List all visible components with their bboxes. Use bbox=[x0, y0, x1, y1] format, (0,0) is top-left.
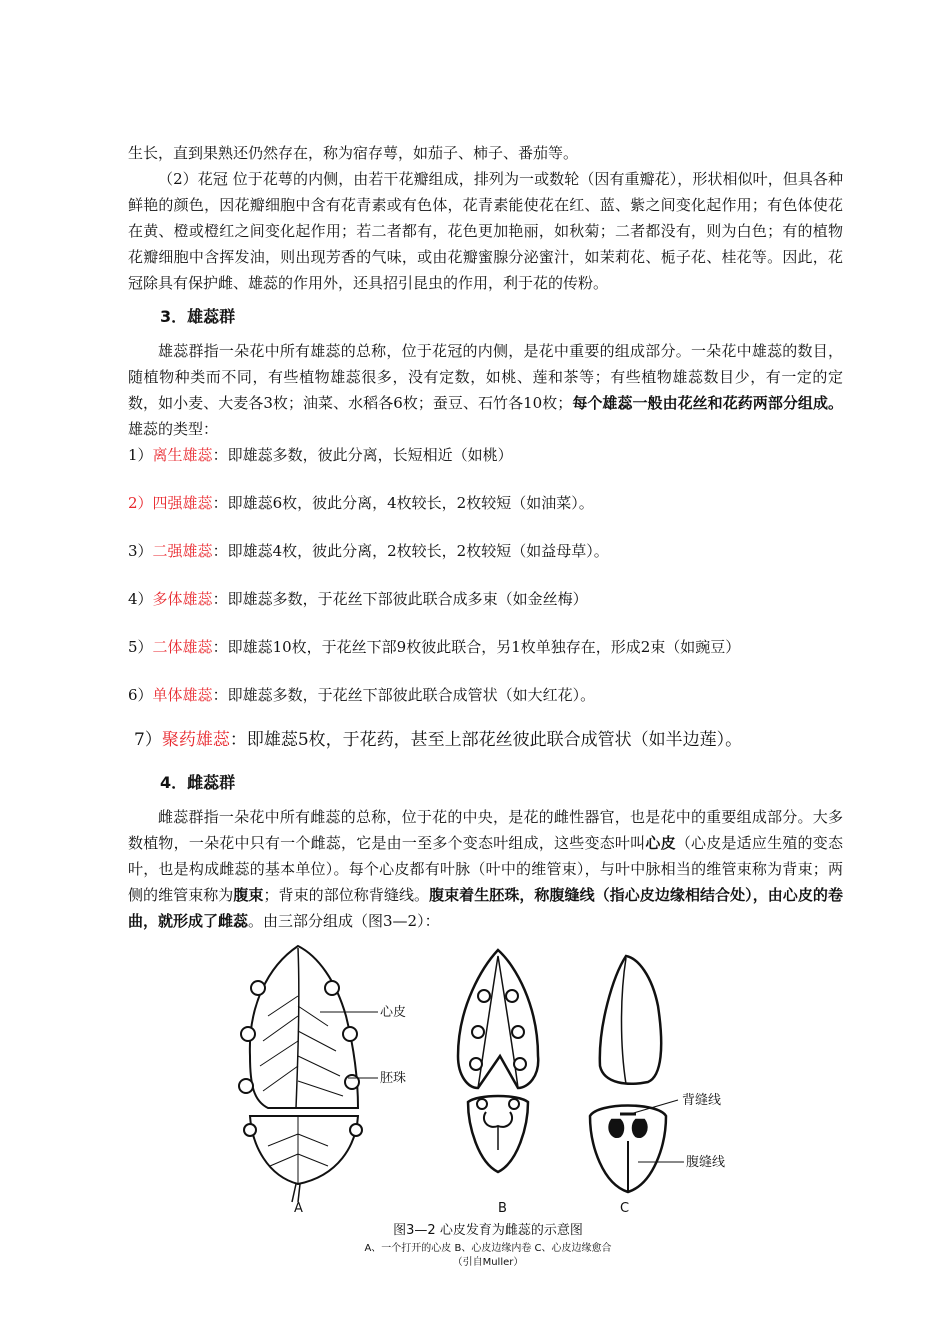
figure-subcaption: A、一个打开的心皮 B、心皮边缘内卷 C、心皮边缘愈合 bbox=[364, 1243, 612, 1254]
label-ovule: 胚珠 bbox=[380, 1071, 407, 1086]
androecium-bold: 每个雄蕊一般由花丝和花药两部分组成。 bbox=[572, 394, 843, 412]
list-item: 1）离生雄蕊：即雄蕊多数，彼此分离，长短相近（如桃） bbox=[128, 446, 513, 464]
list-item: 4）多体雄蕊：即雄蕊多数，于花丝下部彼此联合成多束（如金丝梅） bbox=[128, 590, 588, 608]
list-item: 5）二体雄蕊：即雄蕊10枚，于花丝下部9枚彼此联合，另1枚单独存在，形成2束（如豌豆） bbox=[128, 638, 741, 656]
heading-androecium: 3．雄蕊群 bbox=[160, 307, 236, 326]
androecium-text-c: 雄蕊的类型： bbox=[128, 420, 219, 438]
list-item: 3）二强雄蕊：即雄蕊4枚，彼此分离，2枚较长，2枚较短（如益母草）。 bbox=[128, 542, 609, 560]
label-carpel: 心皮 bbox=[380, 1005, 407, 1020]
stamen-type-list bbox=[128, 444, 843, 752]
term-red: 聚药雄蕊 bbox=[161, 730, 230, 750]
paragraph-androecium bbox=[128, 338, 843, 442]
term-red: 四强雄蕊 bbox=[152, 494, 213, 512]
list-item: 2）四强雄蕊：即雄蕊6枚，彼此分离，4枚较长，2枚较短（如油菜）。 bbox=[128, 494, 594, 512]
label-b: B bbox=[498, 1201, 507, 1216]
label-dorsal-suture: 背缝线 bbox=[682, 1093, 722, 1108]
carpel-figure bbox=[228, 936, 748, 1218]
list-item: 7）聚药雄蕊：即雄蕊5枚，于花药，甚至上部花丝彼此联合成管状（如半边莲）。 bbox=[134, 730, 743, 750]
paragraph-calyx-end: 生长，直到果熟还仍然存在，称为宿存萼，如茄子、柿子、番茄等。 bbox=[128, 144, 579, 162]
document-page bbox=[128, 140, 843, 934]
figure-source: （引自Muller） bbox=[452, 1257, 524, 1268]
paragraph-gynoecium: 雌蕊群指一朵花中所有雌蕊的总称，位于花的中央，是花的雌性器官，也是花中的重要组成部分。大多数植物，一朵花中只有一个雌蕊，它是由一至多个变态叶组成，这些变态叶叫心皮（心皮是适应生殖的变态叶，也是构成雌蕊的基本单位）。每个心皮都有叶脉（叶中的维管束），与叶中脉相当的维管束称为背束；两侧的维管束称为腹束；背束的部位称背缝线。腹束着生胚珠，称腹缝线（指心皮边缘相结合处），由心皮的卷曲，就形成了雌蕊。由三部分组成（图3—2）： bbox=[128, 808, 843, 930]
ovule-icon bbox=[251, 981, 265, 995]
label-c: C bbox=[620, 1201, 630, 1216]
paragraph-corolla: （2）花冠 位于花萼的内侧，由若干花瓣组成，排列为一或数轮（因有重瓣花），形状相似叶，但具各种鲜艳的颜色，因花瓣细胞中含有花青素或有色体，花青素能使花在红、蓝、紫之间变化起作用；有色体使花在黄、橙或橙红之间变化起作用；若二者都有，花色更加艳丽，如秋菊；二者都没有，则为白色；有的植物花瓣细胞中含挥发油，则出现芳香的气味，或由花瓣蜜腺分泌蜜汁，如茉莉花、栀子花、桂花等。因此，花冠除具有保护雌、雄蕊的作用外，还具招引昆虫的作用，利于花的传粉。 bbox=[128, 170, 843, 292]
figure-caption: 图3—2 心皮发育为雌蕊的示意图 bbox=[393, 1223, 583, 1238]
heading-gynoecium: 4．雌蕊群 bbox=[160, 773, 236, 792]
androecium-text-a: 雄蕊群指一朵花中所有雄蕊的总称，位于花冠的内侧，是花中重要的组成部分。一朵花中雄蕊的数目，随植物种类而不同，有些植物雄蕊很多，没有定数，如桃、莲和茶等；有些植物雄蕊数目少，有一定的定数，如小麦、大麦各3枚；油菜、水稻各6枚；蚕豆、石竹各10枚； bbox=[128, 342, 843, 412]
list-item: 6）单体雄蕊：即雄蕊多数，于花丝下部彼此联合成管状（如大红花）。 bbox=[128, 686, 596, 704]
term-red: 离生雄蕊 bbox=[152, 446, 213, 464]
label-ventral-suture: 腹缝线 bbox=[686, 1155, 726, 1170]
term-red: 多体雄蕊 bbox=[152, 590, 213, 608]
term-red: 二强雄蕊 bbox=[152, 542, 213, 560]
carpel-leaf-lower bbox=[250, 1116, 358, 1184]
term-red: 二体雄蕊 bbox=[152, 638, 213, 656]
term-red: 单体雄蕊 bbox=[152, 686, 213, 704]
pistil-fused bbox=[600, 956, 661, 1084]
label-a: A bbox=[294, 1201, 303, 1216]
carpel-leaf-upper bbox=[250, 946, 358, 1108]
